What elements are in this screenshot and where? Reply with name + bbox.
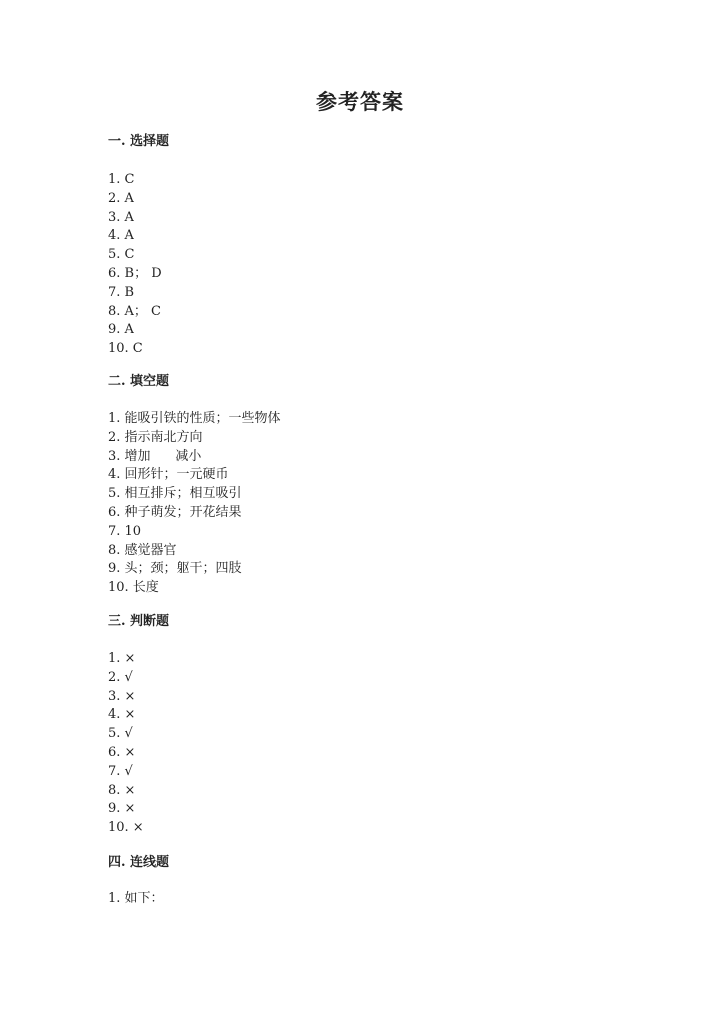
- answer-item: 9. A: [108, 322, 134, 338]
- answer-item: 10. ×: [108, 820, 144, 836]
- section-heading: 三. 判断题: [108, 614, 170, 629]
- answer-item: 9. 头；颈；躯干；四肢: [108, 561, 242, 577]
- answer-item: 6. ×: [108, 744, 136, 760]
- answer-list: [108, 171, 668, 359]
- page-title: 参考答案: [316, 89, 404, 114]
- answer-list: [108, 410, 668, 598]
- answer-item: 5. √: [108, 726, 133, 742]
- answer-item: 1. 如下：: [108, 891, 164, 906]
- answer-item: 1. C: [108, 172, 135, 187]
- answer-item: 1. 能吸引铁的性质；一些物体: [108, 411, 281, 426]
- answer-item: 2. √: [108, 669, 133, 685]
- answer-item: 8. ×: [108, 782, 136, 798]
- answer-item: 5. C: [108, 247, 135, 263]
- section-true-false: [108, 613, 668, 838]
- answer-list: [108, 650, 668, 838]
- answer-item: 4. 回形针；一元硬币: [108, 467, 229, 483]
- section-heading: 四. 连线题: [108, 855, 170, 870]
- answer-item: 3. A: [108, 209, 134, 225]
- answer-item: 4. ×: [108, 707, 136, 723]
- section-multiple-choice: [108, 133, 668, 359]
- answer-item: 7. √: [108, 763, 133, 779]
- answer-list: [108, 890, 668, 909]
- answer-item: 10. 长度: [108, 580, 159, 596]
- answer-item: 10. C: [108, 341, 143, 357]
- answer-item: 8. 感觉器官: [108, 542, 177, 558]
- answer-item: 9. ×: [108, 801, 136, 817]
- answer-item: 6. 种子萌发；开花结果: [108, 504, 242, 520]
- answer-item: 3. ×: [108, 688, 136, 704]
- section-matching: [108, 854, 668, 909]
- answer-item: 8. A； C: [108, 303, 162, 319]
- section-fill-in-blank: [108, 373, 668, 598]
- answer-item: 4. A: [108, 228, 134, 244]
- answer-item: 7. B: [108, 284, 135, 300]
- answer-item: 5. 相互排斥；相互吸引: [108, 486, 242, 502]
- answer-item: 2. A: [108, 190, 134, 206]
- answer-item: 2. 指示南北方向: [108, 429, 203, 445]
- answer-item: 1. ×: [108, 651, 136, 666]
- section-heading: 一. 选择题: [108, 134, 170, 149]
- section-heading: 二. 填空题: [108, 374, 170, 389]
- answer-item: 3. 增加 减小: [108, 448, 202, 464]
- answer-item: 6. B； D: [108, 265, 162, 281]
- answer-item: 7. 10: [108, 523, 142, 539]
